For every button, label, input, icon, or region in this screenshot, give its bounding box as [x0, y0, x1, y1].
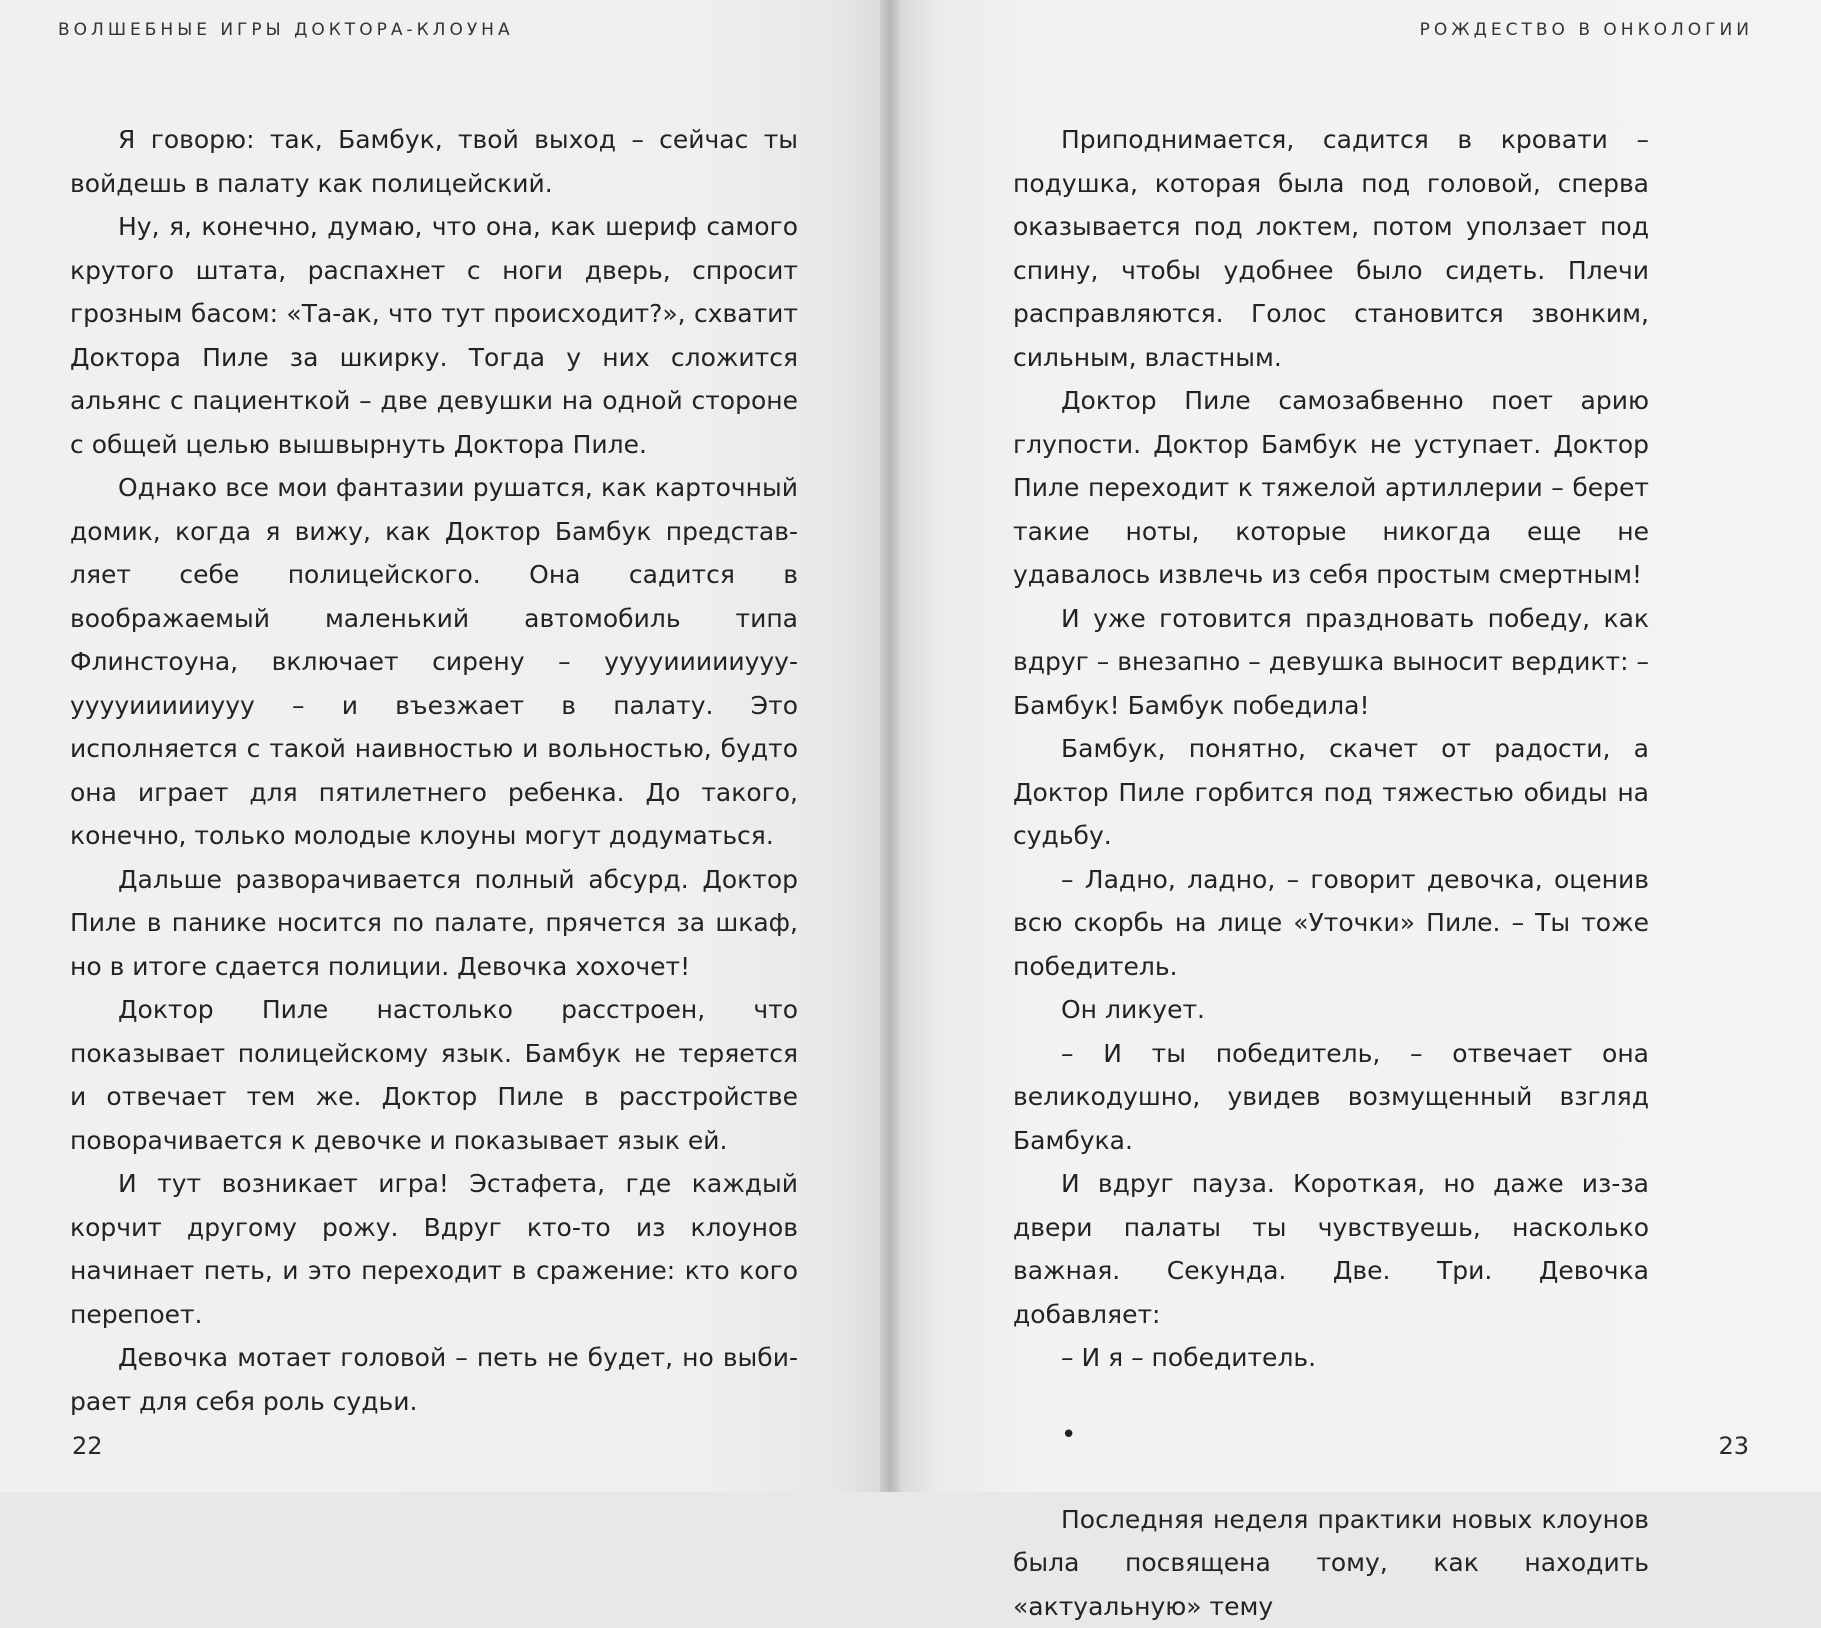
paragraph: Последняя неделя практики новых клоунов была посвящена тому, как находить «актуальную» тему: [1013, 1498, 1649, 1628]
left-page: [0, 0, 880, 1492]
left-running-head: ВОЛШЕБНЫЕ ИГРЫ ДОКТОРА-КЛОУНА: [58, 20, 514, 40]
paragraph: Дальше разворачивается полный абсурд. Доктор Пиле в панике носится по палате, прячется за шкаф, но в итоге сдается полиции. Девочка хохочет!: [70, 858, 798, 989]
left-page-number: 22: [72, 1432, 103, 1460]
paragraph: Однако все мои фантазии рушатся, как карточный домик, когда я вижу, как Доктор Бамбук представляет себе полицейского. Она садится в воображаемый маленький автомобиль типа Флинстоуна, включает сирену – ууууиииииууу-ууууиииииууу – и въезжает в палату. Это исполняется с такой наивностью и вольностью, будто она играет для пятилетнего ребенка. До такого, конечно, только молодые клоуны могут додуматься.: [70, 466, 798, 858]
paragraph: – И ты победитель, – отвечает она великодушно, увидев возмущенный взгляд Бамбука.: [1013, 1032, 1649, 1163]
right-page-number: 23: [1718, 1432, 1749, 1460]
paragraph: Ну, я, конечно, думаю, что она, как шериф самого крутого штата, распахнет с ноги дверь, спросит грозным басом: «Та-ак, что тут происходит?», схватит Доктора Пиле за шкирку. Тогда у них сложится альянс с пациенткой – две девушки на одной стороне с общей целью вышвырнуть Доктора Пиле.: [70, 205, 798, 466]
left-page-text: [70, 118, 798, 1423]
paragraph: Доктор Пиле настолько расстроен, что показывает полицейскому язык. Бамбук не теряется и отвечает тем же. Доктор Пиле в расстройстве поворачивается к девочке и показывает язык ей.: [70, 988, 798, 1162]
paragraph: Приподнимается, садится в кровати – подушка, которая была под головой, сперва оказывается под локтем, потом уползает под спину, чтобы удобнее было сидеть. Плечи расправляются. Голос становится звонким, сильным, властным.: [1013, 118, 1649, 379]
paragraph: И уже готовится праздновать победу, как вдруг – внезапно – девушка выносит вердикт: – Бамбук! Бамбук победила!: [1013, 597, 1649, 728]
paragraph: – Ладно, ладно, – говорит девочка, оценив всю скорбь на лице «Уточки» Пиле. – Ты тоже победитель.: [1013, 858, 1649, 989]
right-page: [900, 0, 1821, 1492]
paragraph: И тут возникает игра! Эстафета, где каждый корчит другому рожу. Вдруг кто-то из клоунов начинает петь, и это переходит в сражение: кто кого перепоет.: [70, 1162, 798, 1336]
paragraph: И вдруг пауза. Короткая, но даже из-за двери палаты ты чувствуешь, насколько важная. Секунда. Две. Три. Девочка добавляет:: [1013, 1162, 1649, 1336]
right-running-head: РОЖДЕСТВО В ОНКОЛОГИИ: [1420, 20, 1753, 40]
paragraph: Он ликует.: [1013, 988, 1649, 1032]
paragraph: Доктор Пиле самозабвенно поет арию глупости. Доктор Бамбук не уступает. Доктор Пиле переходит к тяжелой артиллерии – берет такие ноты, которые никогда еще не удавалось извлечь из себя простым смертным!: [1013, 379, 1649, 597]
right-page-text: [1013, 118, 1649, 1628]
paragraph: Я говорю: так, Бамбук, твой выход – сейчас ты войдешь в палату как полицейский.: [70, 118, 798, 205]
paragraph: – И я – победитель.: [1013, 1336, 1649, 1380]
section-separator: •: [1061, 1420, 1649, 1450]
book-spine-gutter: [880, 0, 900, 1492]
paragraph: Бамбук, понятно, скачет от радости, а Доктор Пиле горбится под тяжестью обиды на судьбу.: [1013, 727, 1649, 858]
paragraph: Девочка мотает головой – петь не будет, но выбирает для себя роль судьи.: [70, 1336, 798, 1423]
